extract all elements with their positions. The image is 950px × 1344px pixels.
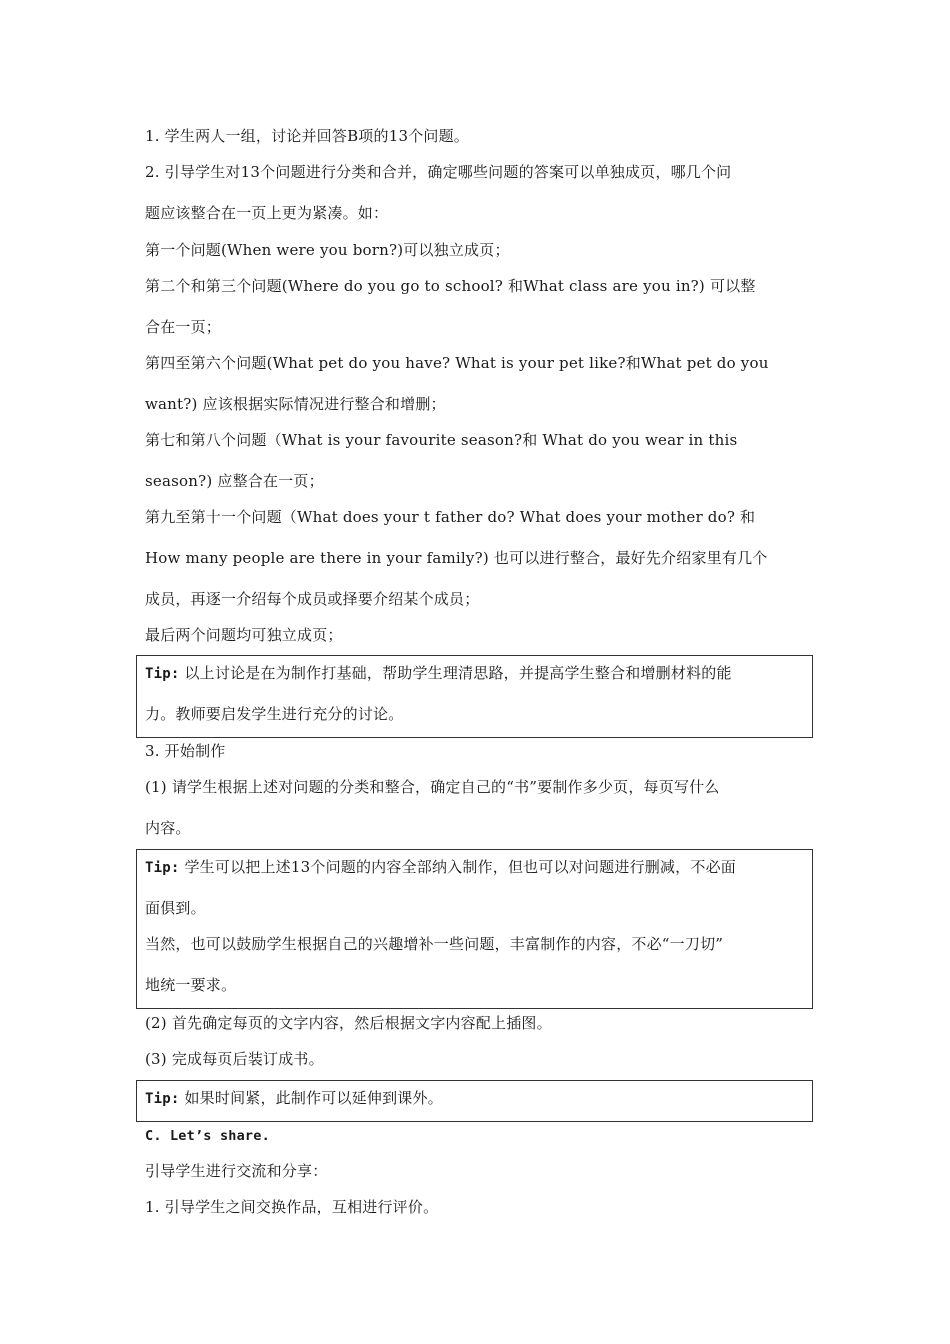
tip-1-line-1 [145,663,810,684]
tip-label: Tip: [145,860,180,876]
step-2-text-cont: 题应该整合在一页上更为紧凑。如： [145,204,389,222]
step-3-heading: 3. 开始制作 [145,742,226,760]
question-9-11-text-end: 成员，再逐一介绍每个成员或择要介绍某个成员； [145,590,480,608]
question-1-text: 第一个问题(When were you born?)可以独立成页； [145,241,510,259]
tip-box-2 [136,849,813,1009]
tip-box-3 [136,1080,813,1122]
tip-2-line-4: 地统一要求。 [145,976,237,994]
section-c-heading: C. Let’s share. [145,1128,270,1144]
question-9-11-text: 第九至第十一个问题（What does your t father do? What does your mother do? 和 [145,508,756,526]
step-2-text: 2. 引导学生对13个问题进行分类和合并，确定哪些问题的答案可以单独成页，哪几个问 [145,163,732,181]
substep-1-text: (1) 请学生根据上述对问题的分类和整合，确定自己的“书”要制作多少页，每页写什么 [145,778,720,796]
tip-3-line-1 [145,1088,810,1109]
tip-label: Tip: [145,666,180,682]
tip-1-line-2: 力。教师要启发学生进行充分的讨论。 [145,705,404,723]
tip-3-text-a: 如果时间紧，此制作可以延伸到课外。 [179,1089,443,1107]
question-4-6-text-cont: want?) 应该根据实际情况进行整合和增删； [145,395,446,413]
tip-2-line-1 [145,857,810,878]
question-7-8-text-cont: season?) 应整合在一页； [145,472,324,490]
question-7-8-text: 第七和第八个问题（What is your favourite season?和 What do you wear in this [145,431,738,449]
tip-2-text-a: 学生可以把上述13个问题的内容全部纳入制作，但也可以对问题进行删减，不必面 [179,858,736,876]
tip-2-line-3: 当然，也可以鼓励学生根据自己的兴趣增补一些问题，丰富制作的内容，不必“一刀切” [145,935,724,953]
tip-2-line-2: 面俱到。 [145,899,206,917]
tip-box-1 [136,655,813,738]
question-2-3-text-cont: 合在一页； [145,318,222,336]
tip-1-text-a: 以上讨论是在为制作打基础，帮助学生理清思路，并提高学生整合和增删材料的能 [179,664,732,682]
share-intro-text: 引导学生进行交流和分享： [145,1162,328,1180]
share-step-1-text: 1. 引导学生之间交换作品，互相进行评价。 [145,1198,439,1216]
question-2-3-text: 第二个和第三个问题(Where do you go to school? 和What class are you in?) 可以整 [145,277,756,295]
last-questions-text: 最后两个问题均可独立成页； [145,626,343,644]
substep-2-text: (2) 首先确定每页的文字内容，然后根据文字内容配上插图。 [145,1014,552,1032]
question-4-6-text: 第四至第六个问题(What pet do you have? What is your pet like?和What pet do you [145,354,769,372]
substep-3-text: (3) 完成每页后装订成书。 [145,1050,324,1068]
step-1-text: 1. 学生两人一组，讨论并回答B项的13个问题。 [145,127,469,145]
question-9-11-text-cont: How many people are there in your family?) 也可以进行整合，最好先介绍家里有几个 [145,549,768,567]
tip-label: Tip: [145,1091,180,1107]
substep-1-text-cont: 内容。 [145,819,191,837]
